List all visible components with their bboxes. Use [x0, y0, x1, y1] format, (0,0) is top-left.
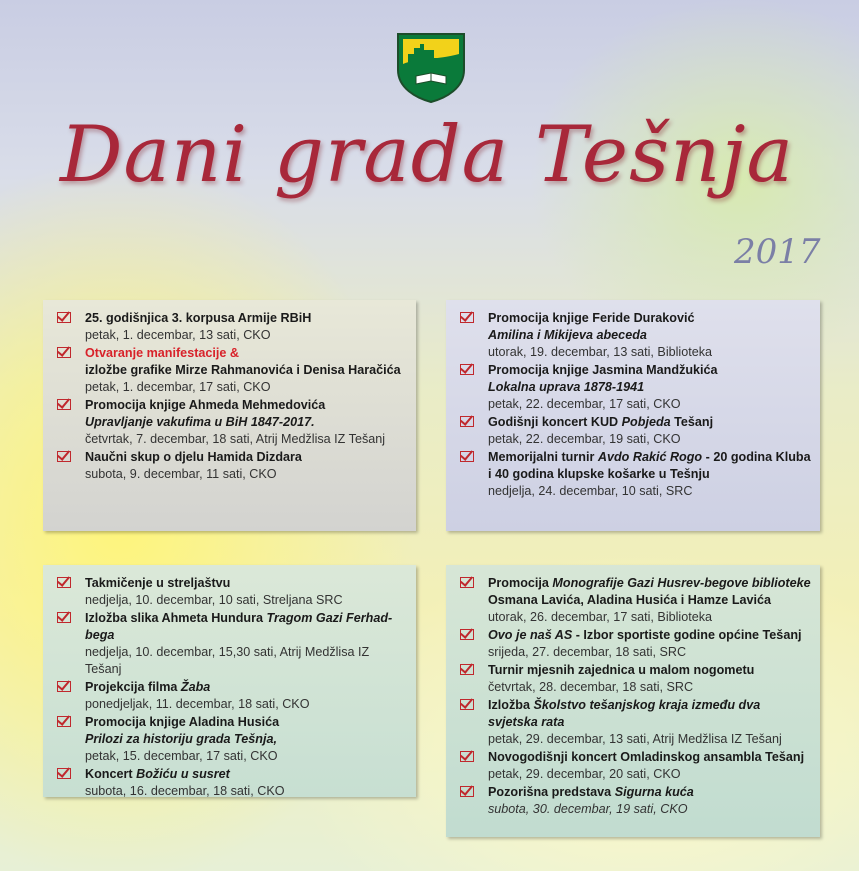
- event-title: Promocija knjige Jasmina Mandžukića: [488, 363, 718, 377]
- event-item: [57, 575, 408, 609]
- checkbox-icon: [460, 751, 474, 762]
- event-date: utorak, 26. decembar, 17 sati, Biblioteka: [488, 610, 713, 624]
- event-title: Koncert Božiću u susret: [85, 767, 230, 781]
- year-label: 2017: [734, 232, 821, 272]
- event-item: [460, 749, 812, 783]
- event-date: nedjelja, 10. decembar, 15,30 sati, Atrij Medžlisa IZ Tešanj: [85, 645, 370, 676]
- event-title: Naučni skup o djelu Hamida Dizdara: [85, 450, 302, 464]
- event-item: [57, 766, 408, 800]
- event-subtitle: Prilozi za historiju grada Tešnja,: [85, 732, 277, 746]
- page-title: Dani grada Tešnja: [60, 110, 795, 200]
- checkbox-icon: [460, 416, 474, 427]
- event-date: subota, 9. decembar, 11 sati, CKO: [85, 467, 277, 481]
- event-date: utorak, 19. decembar, 13 sati, Biblioteka: [488, 345, 713, 359]
- event-date: ponedjeljak, 11. decembar, 18 sati, CKO: [85, 697, 310, 711]
- checkbox-icon: [57, 716, 71, 727]
- event-date: subota, 30. decembar, 19 sati, CKO: [488, 802, 688, 816]
- event-title: Pozorišna predstava Sigurna kuća: [488, 785, 694, 799]
- checkbox-icon: [57, 768, 71, 779]
- checkbox-icon: [460, 786, 474, 797]
- checkbox-icon: [57, 612, 71, 623]
- event-date: nedjelja, 10. decembar, 10 sati, Streljana SRC: [85, 593, 343, 607]
- event-date: petak, 22. decembar, 17 sati, CKO: [488, 397, 681, 411]
- event-item: [460, 362, 812, 413]
- checkbox-icon: [57, 312, 71, 323]
- event-subtitle: Lokalna uprava 1878-1941: [488, 380, 645, 394]
- checkbox-icon: [460, 364, 474, 375]
- event-date: subota, 16. decembar, 18 sati, CKO: [85, 784, 285, 798]
- event-item: [460, 310, 812, 361]
- event-date: petak, 1. decembar, 13 sati, CKO: [85, 328, 271, 342]
- event-title-highlight: Otvaranje manifestacije &: [85, 346, 239, 360]
- checkbox-icon: [460, 312, 474, 323]
- event-item: [57, 397, 408, 448]
- checkbox-icon: [460, 699, 474, 710]
- checkbox-icon: [57, 399, 71, 410]
- event-subtitle: Upravljanje vakufima u BiH 1847-2017.: [85, 415, 315, 429]
- event-title: Memorijalni turnir Avdo Rakić Rogo - 20 godina Kluba i 40 godina klupske košarke u Tešnju: [488, 450, 811, 481]
- event-date: nedjelja, 24. decembar, 10 sati, SRC: [488, 484, 693, 498]
- events-panel-second-week: [43, 565, 416, 797]
- checkbox-icon: [57, 681, 71, 692]
- checkbox-icon: [460, 629, 474, 640]
- checkbox-icon: [460, 664, 474, 675]
- events-panel-late-december: [446, 565, 820, 837]
- events-panel-early-december: [43, 300, 416, 531]
- event-title: Godišnji koncert KUD Pobjeda Tešanj: [488, 415, 714, 429]
- event-item: [460, 662, 812, 696]
- events-panel-mid-december: [446, 300, 820, 531]
- event-item: [460, 449, 812, 500]
- event-date: četvrtak, 28. decembar, 18 sati, SRC: [488, 680, 694, 694]
- event-title: 25. godišnjica 3. korpusa Armije RBiH: [85, 311, 312, 325]
- event-item: [57, 310, 408, 344]
- event-date: petak, 15. decembar, 17 sati, CKO: [85, 749, 278, 763]
- event-title: Ovo je naš AS - Izbor sportiste godine općine Tešanj: [488, 628, 802, 642]
- municipality-crest-logo: [394, 30, 468, 104]
- event-title: Takmičenje u streljaštvu: [85, 576, 231, 590]
- event-item: [57, 714, 408, 765]
- event-title: Promocija knjige Ahmeda Mehmedovića: [85, 398, 326, 412]
- event-title: Promocija Monografije Gazi Husrev-begove biblioteke Osmana Lavića, Aladina Husića i Hamze Lavića: [488, 576, 811, 607]
- event-subtitle: Amilina i Mikijeva abeceda: [488, 328, 647, 342]
- event-title: Turnir mjesnih zajednica u malom nogometu: [488, 663, 755, 677]
- event-title: Izložba slika Ahmeta Hundura Tragom Gazi Ferhad-bega: [85, 611, 393, 642]
- event-item: [460, 575, 812, 626]
- event-date: petak, 29. decembar, 13 sati, Atrij Medžlisa IZ Tešanj: [488, 732, 782, 746]
- checkbox-icon: [57, 577, 71, 588]
- event-date: petak, 22. decembar, 19 sati, CKO: [488, 432, 681, 446]
- event-item: [57, 345, 408, 396]
- event-title: Novogodišnji koncert Omladinskog ansambla Tešanj: [488, 750, 805, 764]
- event-item: [460, 784, 812, 818]
- checkbox-icon: [460, 451, 474, 462]
- event-item: [57, 610, 408, 678]
- checkbox-icon: [460, 577, 474, 588]
- event-item: [57, 449, 408, 483]
- checkbox-icon: [57, 451, 71, 462]
- event-item: [460, 697, 812, 748]
- event-item: [460, 627, 812, 661]
- event-date: srijeda, 27. decembar, 18 sati, SRC: [488, 645, 687, 659]
- event-title: Projekcija filma Žaba: [85, 680, 211, 694]
- event-title: Promocija knjige Feride Duraković: [488, 311, 695, 325]
- event-title: izložbe grafike Mirze Rahmanovića i Denisa Haračića: [85, 363, 401, 377]
- checkbox-icon: [57, 347, 71, 358]
- event-date: petak, 1. decembar, 17 sati, CKO: [85, 380, 271, 394]
- event-title: Izložba Školstvo tešanjskog kraja između dva svjetska rata: [488, 698, 761, 729]
- event-item: [460, 414, 812, 448]
- event-date: četvrtak, 7. decembar, 18 sati, Atrij Medžlisa IZ Tešanj: [85, 432, 386, 446]
- event-title: Promocija knjige Aladina Husića: [85, 715, 280, 729]
- event-date: petak, 29. decembar, 20 sati, CKO: [488, 767, 681, 781]
- event-item: [57, 679, 408, 713]
